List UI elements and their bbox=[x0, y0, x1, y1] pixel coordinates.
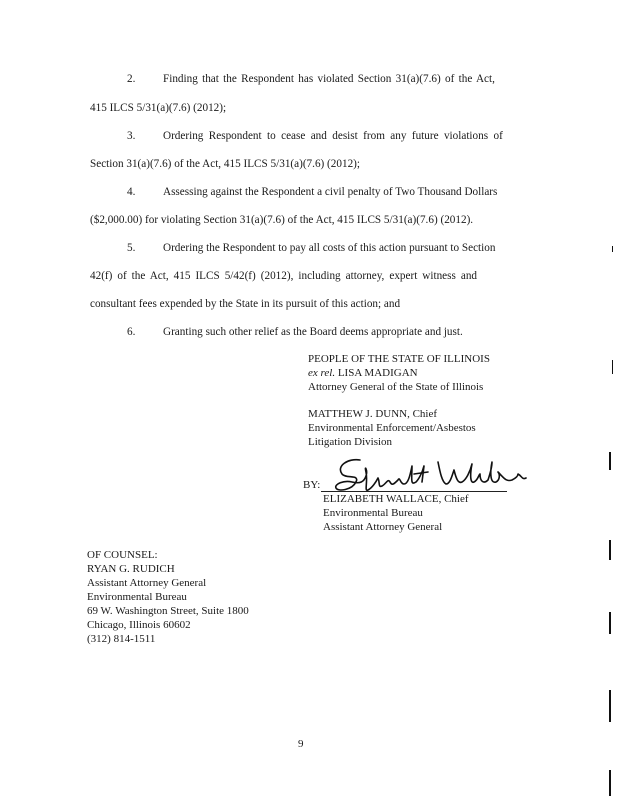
item-3-number: 3. bbox=[127, 130, 136, 142]
scan-mark bbox=[612, 246, 613, 252]
scan-mark bbox=[612, 360, 613, 374]
item-2-line-2: 415 ILCS 5/31(a)(7.6) (2012); bbox=[90, 102, 227, 114]
scan-mark bbox=[609, 612, 611, 634]
item-6-number: 6. bbox=[127, 326, 136, 338]
by-label: BY: bbox=[303, 479, 321, 491]
item-2-line-1: Finding that the Respondent has violated Section 31(a)(7.6) of the Act, bbox=[163, 73, 495, 85]
item-5-line-1: Ordering the Respondent to pay all costs of this action pursuant to Section bbox=[163, 242, 496, 254]
signer-bureau: Environmental Bureau bbox=[323, 507, 423, 519]
counsel-street: 69 W. Washington Street, Suite 1800 bbox=[87, 605, 249, 617]
people-heading: PEOPLE OF THE STATE OF ILLINOIS bbox=[308, 353, 490, 365]
counsel-title: Assistant Attorney General bbox=[87, 577, 207, 589]
ex-rel-name: LISA MADIGAN bbox=[337, 367, 418, 379]
chief-division-line-2: Litigation Division bbox=[308, 436, 393, 448]
of-counsel-heading: OF COUNSEL: bbox=[87, 549, 158, 561]
item-4-number: 4. bbox=[127, 186, 136, 198]
counsel-phone: (312) 814-1511 bbox=[87, 633, 156, 645]
item-2-number: 2. bbox=[127, 73, 136, 85]
scan-mark bbox=[609, 452, 611, 470]
item-5-number: 5. bbox=[127, 242, 136, 254]
item-3-line-2: Section 31(a)(7.6) of the Act, 415 ILCS 5/31(a)(7.6) (2012); bbox=[90, 158, 360, 170]
chief-division-line-1: Environmental Enforcement/Asbestos bbox=[308, 422, 476, 434]
ex-rel-line bbox=[308, 366, 418, 380]
page-number: 9 bbox=[298, 738, 304, 750]
item-6-line-1: Granting such other relief as the Board deems appropriate and just. bbox=[163, 326, 463, 338]
signer-title: Assistant Attorney General bbox=[323, 521, 443, 533]
item-4-line-1: Assessing against the Respondent a civil penalty of Two Thousand Dollars bbox=[163, 186, 498, 198]
scan-mark bbox=[609, 690, 611, 722]
item-5-line-3: consultant fees expended by the State in its pursuit of this action; and bbox=[90, 298, 401, 310]
ex-rel-prefix: ex rel. bbox=[308, 367, 336, 379]
signer-name: ELIZABETH WALLACE, Chief bbox=[323, 493, 469, 505]
scan-mark bbox=[609, 770, 611, 796]
scan-mark bbox=[609, 540, 611, 560]
counsel-name: RYAN G. RUDICH bbox=[87, 563, 175, 575]
item-3-line-1: Ordering Respondent to cease and desist from any future violations of bbox=[163, 130, 503, 142]
counsel-city: Chicago, Illinois 60602 bbox=[87, 619, 191, 631]
chief-name: MATTHEW J. DUNN, Chief bbox=[308, 408, 438, 420]
attorney-general-title: Attorney General of the State of Illinois bbox=[308, 381, 484, 393]
item-4-line-2: ($2,000.00) for violating Section 31(a)(7.6) of the Act, 415 ILCS 5/31(a)(7.6) (2012). bbox=[90, 214, 474, 226]
counsel-bureau: Environmental Bureau bbox=[87, 591, 187, 603]
item-5-line-2: 42(f) of the Act, 415 ILCS 5/42(f) (2012), including attorney, expert witness and bbox=[90, 270, 478, 282]
